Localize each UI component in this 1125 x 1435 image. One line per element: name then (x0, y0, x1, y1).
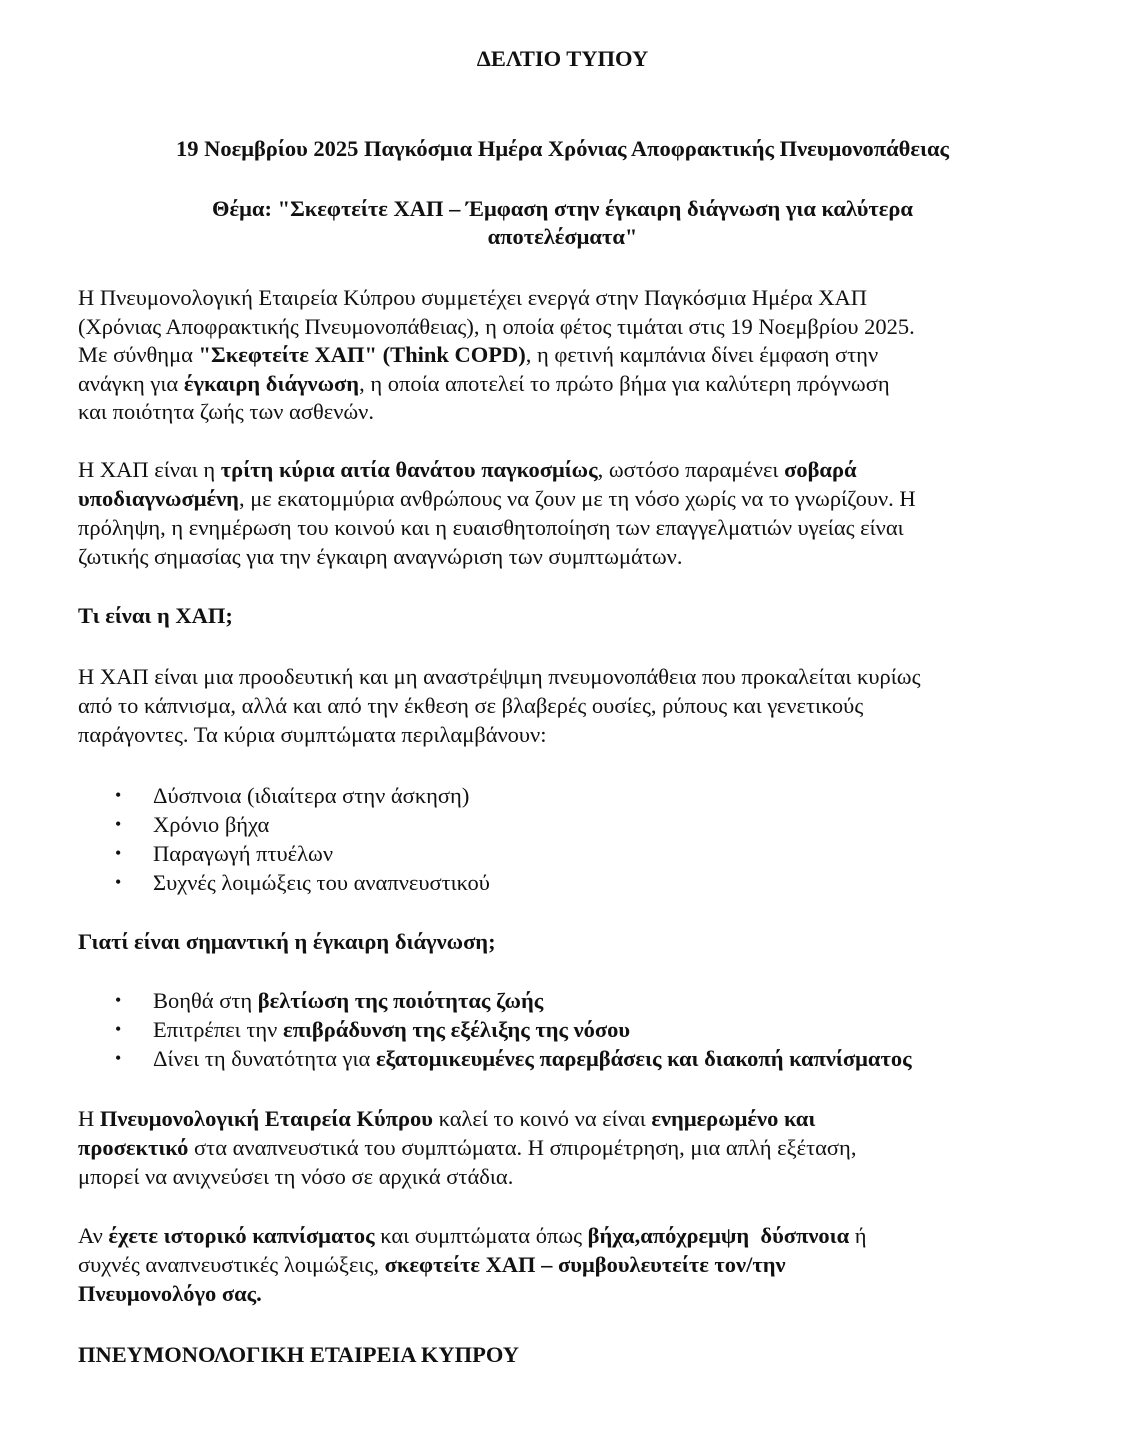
text-line (78, 1250, 786, 1279)
text-normal: , ωστόσο παραμένει (597, 457, 785, 482)
text-line: Η Πνευμονολογική Εταιρεία Κύπρου συμμετέχει ενεργά στην Παγκόσμια Ημέρα ΧΑΠ (78, 285, 867, 310)
text-normal: ανάγκη για (78, 371, 184, 396)
text-bold: Πνευμονολογική Εταιρεία Κύπρου (99, 1106, 433, 1131)
text-line (78, 484, 916, 513)
text-normal: και συμπτώματα όπως (374, 1223, 588, 1248)
text-line: Πνευμονολόγο σας. (78, 1281, 262, 1306)
text-line: παράγοντες. Τα κύρια συμπτώματα περιλαμβάνουν: (78, 722, 547, 747)
text-bold: ενημερωμένο και (651, 1106, 816, 1131)
bullet-icon: • (115, 814, 122, 834)
text-line: ζωτικής σημασίας για την έγκαιρη αναγνώριση των συμπτωμάτων. (78, 544, 683, 569)
text-normal: Η ΧΑΠ είναι η (78, 457, 221, 482)
text-line (78, 1104, 815, 1133)
text-line: και ποιότητα ζωής των ασθενών. (78, 399, 374, 424)
text-line (78, 340, 878, 369)
text-bold: επιβράδυνση της εξέλιξης της νόσου (282, 1017, 631, 1042)
subject-line-1: Θέμα: "Σκεφτείτε ΧΑΠ – Έμφαση στην έγκαιρη διάγνωση για καλύτερα (212, 196, 913, 221)
text-line: από το κάπνισμα, αλλά και από την έκθεση σε βλαβερές ουσίες, ρύπους και γενετικούς (78, 693, 864, 718)
section-heading-why-early-diagnosis: Γιατί είναι σημαντική η έγκαιρη διάγνωση; (78, 929, 496, 954)
text-bold: σκεφτείτε ΧΑΠ – συμβουλευτείτε τον/την (384, 1252, 786, 1277)
text-normal: , με εκατομμύρια ανθρώπους να ζουν με τη νόσο χωρίς να το γνωρίζουν. Η (238, 486, 916, 511)
text-normal: Με σύνθημα (78, 342, 199, 367)
text-bold: υποδιαγνωσμένη (78, 486, 239, 511)
date-heading: 19 Νοεμβρίου 2025 Παγκόσμια Ημέρα Χρόνιας Αποφρακτικής Πνευμονοπάθειας (175, 136, 950, 161)
text-normal: Η (78, 1106, 100, 1131)
text-normal: Δίνει τη δυνατότητα για (153, 1046, 376, 1071)
text-normal: Αν (78, 1223, 109, 1248)
bullet-icon: • (115, 1048, 122, 1068)
slogan-bold: "Σκεφτείτε ΧΑΠ" (Think COPD) (198, 342, 526, 367)
text-bold: τρίτη κύρια αιτία θανάτου παγκοσμίως (220, 457, 598, 482)
list-item-text (153, 986, 543, 1015)
bullet-icon: • (115, 785, 122, 805)
text-bold: εξατομικευμένες παρεμβάσεις και διακοπή καπνίσματος (375, 1046, 912, 1071)
list-item-text: Δύσπνοια (ιδιαίτερα στην άσκηση) (153, 783, 470, 808)
text-line (78, 369, 890, 398)
text-bold: βήχα,απόχρεμψη δύσπνοια (587, 1223, 850, 1248)
list-item-text (153, 1015, 630, 1044)
text-line: μπορεί να ανιχνεύσει τη νόσο σε αρχικά στάδια. (78, 1164, 514, 1189)
list-item-text (153, 1044, 912, 1073)
text-line: (Χρόνιας Αποφρακτικής Πνευμονοπάθειας), η οποία φέτος τιμάται στις 19 Νοεμβρίου 2025. (78, 314, 915, 339)
text-line (78, 1133, 856, 1162)
text-line: πρόληψη, η ενημέρωση του κοινού και η ευαισθητοποίηση των επαγγελματιών υγείας είναι (78, 515, 904, 540)
list-item-text: Συχνές λοιμώξεις του αναπνευστικού (153, 870, 490, 895)
bullet-icon: • (115, 872, 122, 892)
text-normal: στα αναπνευστικά του συμπτώματα. Η σπιρομέτρηση, μια απλή εξέταση, (188, 1135, 857, 1160)
text-normal: Βοηθά στη (153, 988, 258, 1013)
document-title: ΔΕΛΤΙΟ ΤΥΠΟΥ (476, 46, 649, 71)
signature-organization: ΠΝΕΥΜΟΝΟΛΟΓΙΚΗ ΕΤΑΙΡΕΙΑ ΚΥΠΡΟΥ (78, 1342, 520, 1367)
text-bold: βελτίωση της ποιότητας ζωής (257, 988, 544, 1013)
text-bold: έγκαιρη διάγνωση (183, 371, 360, 396)
text-bold: σοβαρά (784, 457, 857, 482)
list-item-text: Χρόνιο βήχα (153, 812, 270, 837)
list-item-text: Παραγωγή πτυέλων (153, 841, 334, 866)
section-heading-what-is-copd: Τι είναι η ΧΑΠ; (78, 603, 233, 628)
text-bold: προσεκτικό (78, 1135, 189, 1160)
subject-line-2: αποτελέσματα" (487, 224, 638, 249)
text-normal: ή (849, 1223, 867, 1248)
text-line: Η ΧΑΠ είναι μια προοδευτική και μη αναστρέψιμη πνευμονοπάθεια που προκαλείται κυρίως (78, 664, 921, 689)
text-line (78, 455, 857, 484)
text-bold: έχετε ιστορικό καπνίσματος (108, 1223, 375, 1248)
text-normal: καλεί το κοινό να είναι (432, 1106, 652, 1131)
text-normal: , η οποία αποτελεί το πρώτο βήμα για καλύτερη πρόγνωση (359, 371, 890, 396)
bullet-icon: • (115, 843, 122, 863)
text-normal: συχνές αναπνευστικές λοιμώξεις, (78, 1252, 385, 1277)
text-normal: , η φετινή καμπάνια δίνει έμφαση στην (525, 342, 879, 367)
bullet-icon: • (115, 1019, 122, 1039)
bullet-icon: • (115, 990, 122, 1010)
text-normal: Επιτρέπει την (153, 1017, 283, 1042)
text-line (78, 1221, 867, 1250)
